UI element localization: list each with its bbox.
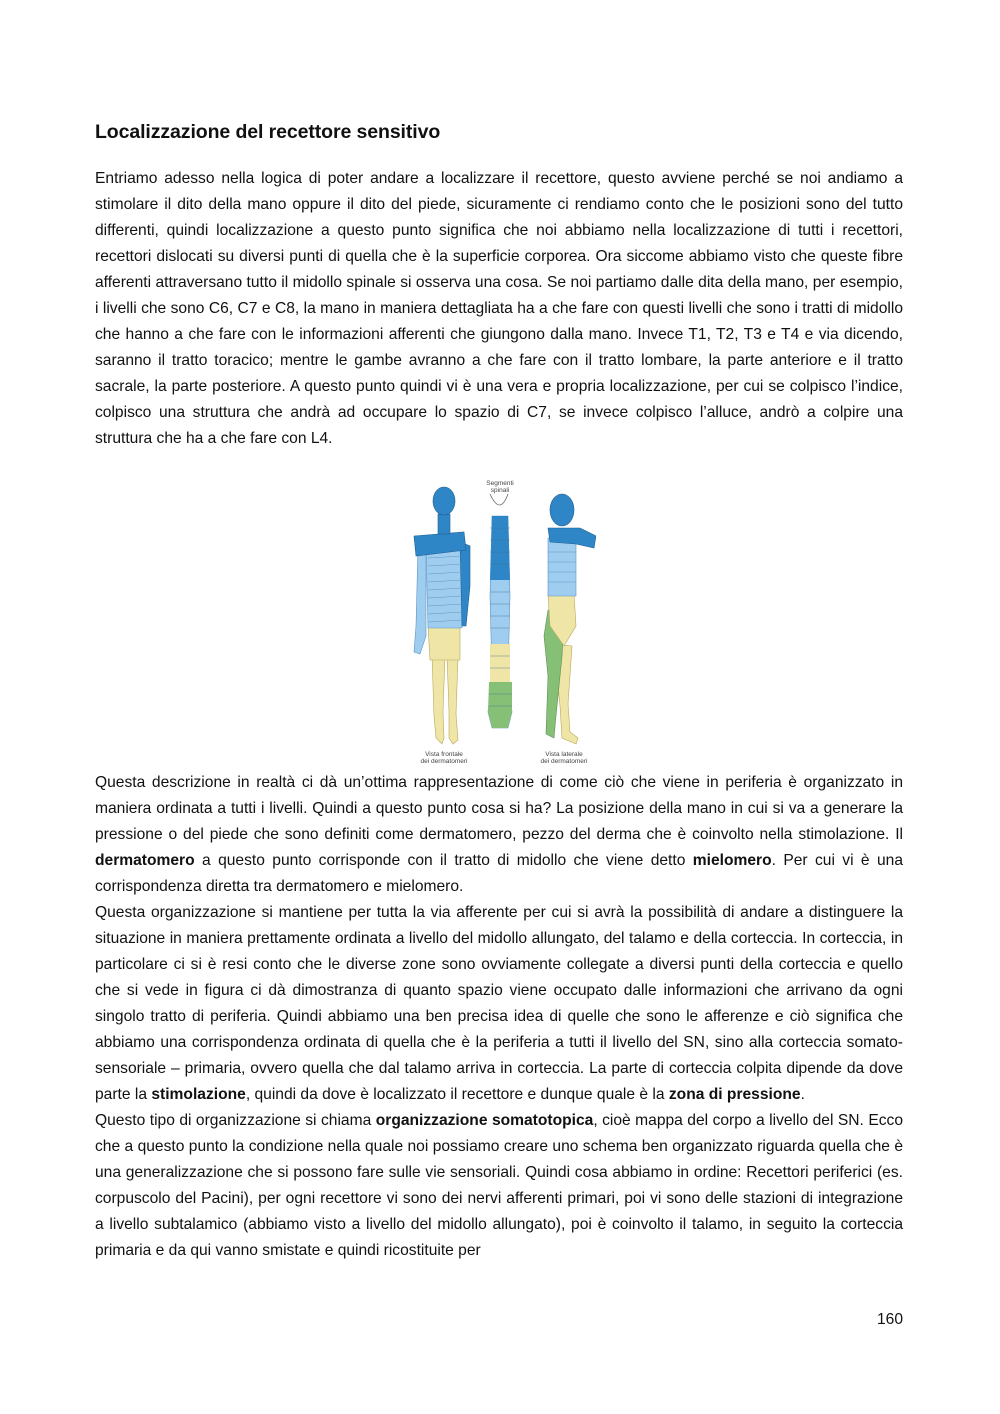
label-segments-2: spinali xyxy=(490,487,510,494)
text-span: , quindi da dove è localizzato il recettore e dunque quale è la xyxy=(245,1086,669,1103)
label-segments-1: Segmenti xyxy=(486,480,514,487)
text-span: Questa descrizione in realtà ci dà un’ottima rappresentazione di come ciò che viene in periferia è organizzato in maniera ordinata a tutti i livelli. Quindi a questo punto cosa si ha? La posizione della mano in cui si va a generare la pressione o del piede che sono definiti come dermatomero, pezzo del derma che è coinvolto nella stimolazione. Il xyxy=(95,774,903,843)
label-side-1: Vista laterale xyxy=(545,751,583,758)
term-dermatomero: dermatomero xyxy=(95,852,195,869)
term-mielomero: mielomero xyxy=(692,852,772,869)
section-heading: Localizzazione del recettore sensitivo xyxy=(95,121,441,143)
paragraph-intro: Entriamo adesso nella logica di poter andare a localizzare il recettore, questo avviene perché se noi andiamo a stimolare il dito della mano oppure il dito del piede, sicuramente ci rendiamo conto che le posizioni sono del tutto differenti, quindi localizzazione a questo punto significa che noi abbiamo nella localizzazione di tutti i recettori, recettori dislocati su diversi punti di quella che è la superficie corporea. Ora siccome abbiamo visto che queste fibre afferenti attraversano tutto il midollo spinale si osserva una cosa. Se noi partiamo dalle dita della mano, per esempio, i livelli che sono C6, C7 e C8, la mano in maniera dettagliata ha a che fare con questi livelli che sono i tratti di midollo che hanno a che fare con le informazioni afferenti che giungono dalla mano. Invece T1, T2, T3 e T4 e via dicendo, saranno il tratto toracico; mentre le gambe avranno a che fare con il tratto lombare, la parte anteriore e il tratto sacrale, la parte posteriore. A questo punto quindi vi è una vera e propria localizzazione, per cui se colpisco l’indice, colpisco una struttura che andrà ad occupare lo spazio di C7, se invece colpisco l’alluce, andrò a colpire una struttura che ha a che fare con L4. xyxy=(95,170,903,447)
page-number: 160 xyxy=(876,1311,903,1328)
dermatome-illustration xyxy=(404,476,596,766)
text-span: Questo tipo di organizzazione si chiama xyxy=(95,1112,376,1129)
text-span: . Per cui vi è una corrispondenza diretta tra dermatomero e mielomero. xyxy=(95,852,903,895)
text-span: . xyxy=(800,1086,805,1103)
label-front-1: Vista frontale xyxy=(425,751,463,758)
paragraph-body xyxy=(95,770,903,1264)
text-span: Questa organizzazione si mantiene per tutta la via afferente per cui si avrà la possibilità di andare a distinguere la situazione in maniera prettamente ordinata a livello del midollo allungato, del talamo e della corteccia. In corteccia, in particolare ci si è resi conto che le diverse zone sono ovviamente collegate a diversi punti della corteccia e quello che si vede in figura ci dà dimostranza di quanto spazio viene occupato dalle informazioni che arrivano da ogni singolo tratto di periferia. Quindi abbiamo una ben precisa idea di quelle che sono le afferenze e ciò significa che abbiamo una corrispondenza ordinata di quella che è la periferia a tutti il livello del SN, sino alla corteccia somato- sensoriale – primaria, ovvero quella che dal talamo arriva in corteccia. La parte di corteccia colpita dipende da dove parte la xyxy=(95,904,903,1103)
side-view-body xyxy=(544,494,596,744)
dermatome-figure xyxy=(404,476,596,766)
front-view-body xyxy=(414,487,470,744)
label-front-2: dei dermatomeri xyxy=(420,758,468,765)
term-organizzazione-somatotopica: organizzazione somatotopica xyxy=(375,1112,594,1129)
term-zona-di-pressione: zona di pressione xyxy=(668,1086,801,1103)
spinal-segments-column xyxy=(488,494,512,728)
term-stimolazione: stimolazione xyxy=(151,1086,246,1103)
text-span: a questo punto corrisponde con il tratto di midollo che viene detto xyxy=(194,852,693,869)
text-span: , cioè mappa del corpo a livello del SN. Ecco che a questo punto la condizione nella quale noi possiamo creare uno schema ben organizzato riguarda quella che è una generalizzazione che si possono fare sulle vie sensoriali. Quindi cosa abbiamo in ordine: Recettori periferici (es. corpuscolo del Pacini), per ogni recettore vi sono dei nervi afferenti primari, poi vi sono delle stazioni di integrazione a livello subtalamico (abbiamo visto a livello del midollo allungato), poi è coinvolto il talamo, in seguito la corteccia primaria e da qui vanno smistate e quindi ricostituite per xyxy=(95,1112,903,1259)
label-side-2: dei dermatomeri xyxy=(540,758,588,765)
